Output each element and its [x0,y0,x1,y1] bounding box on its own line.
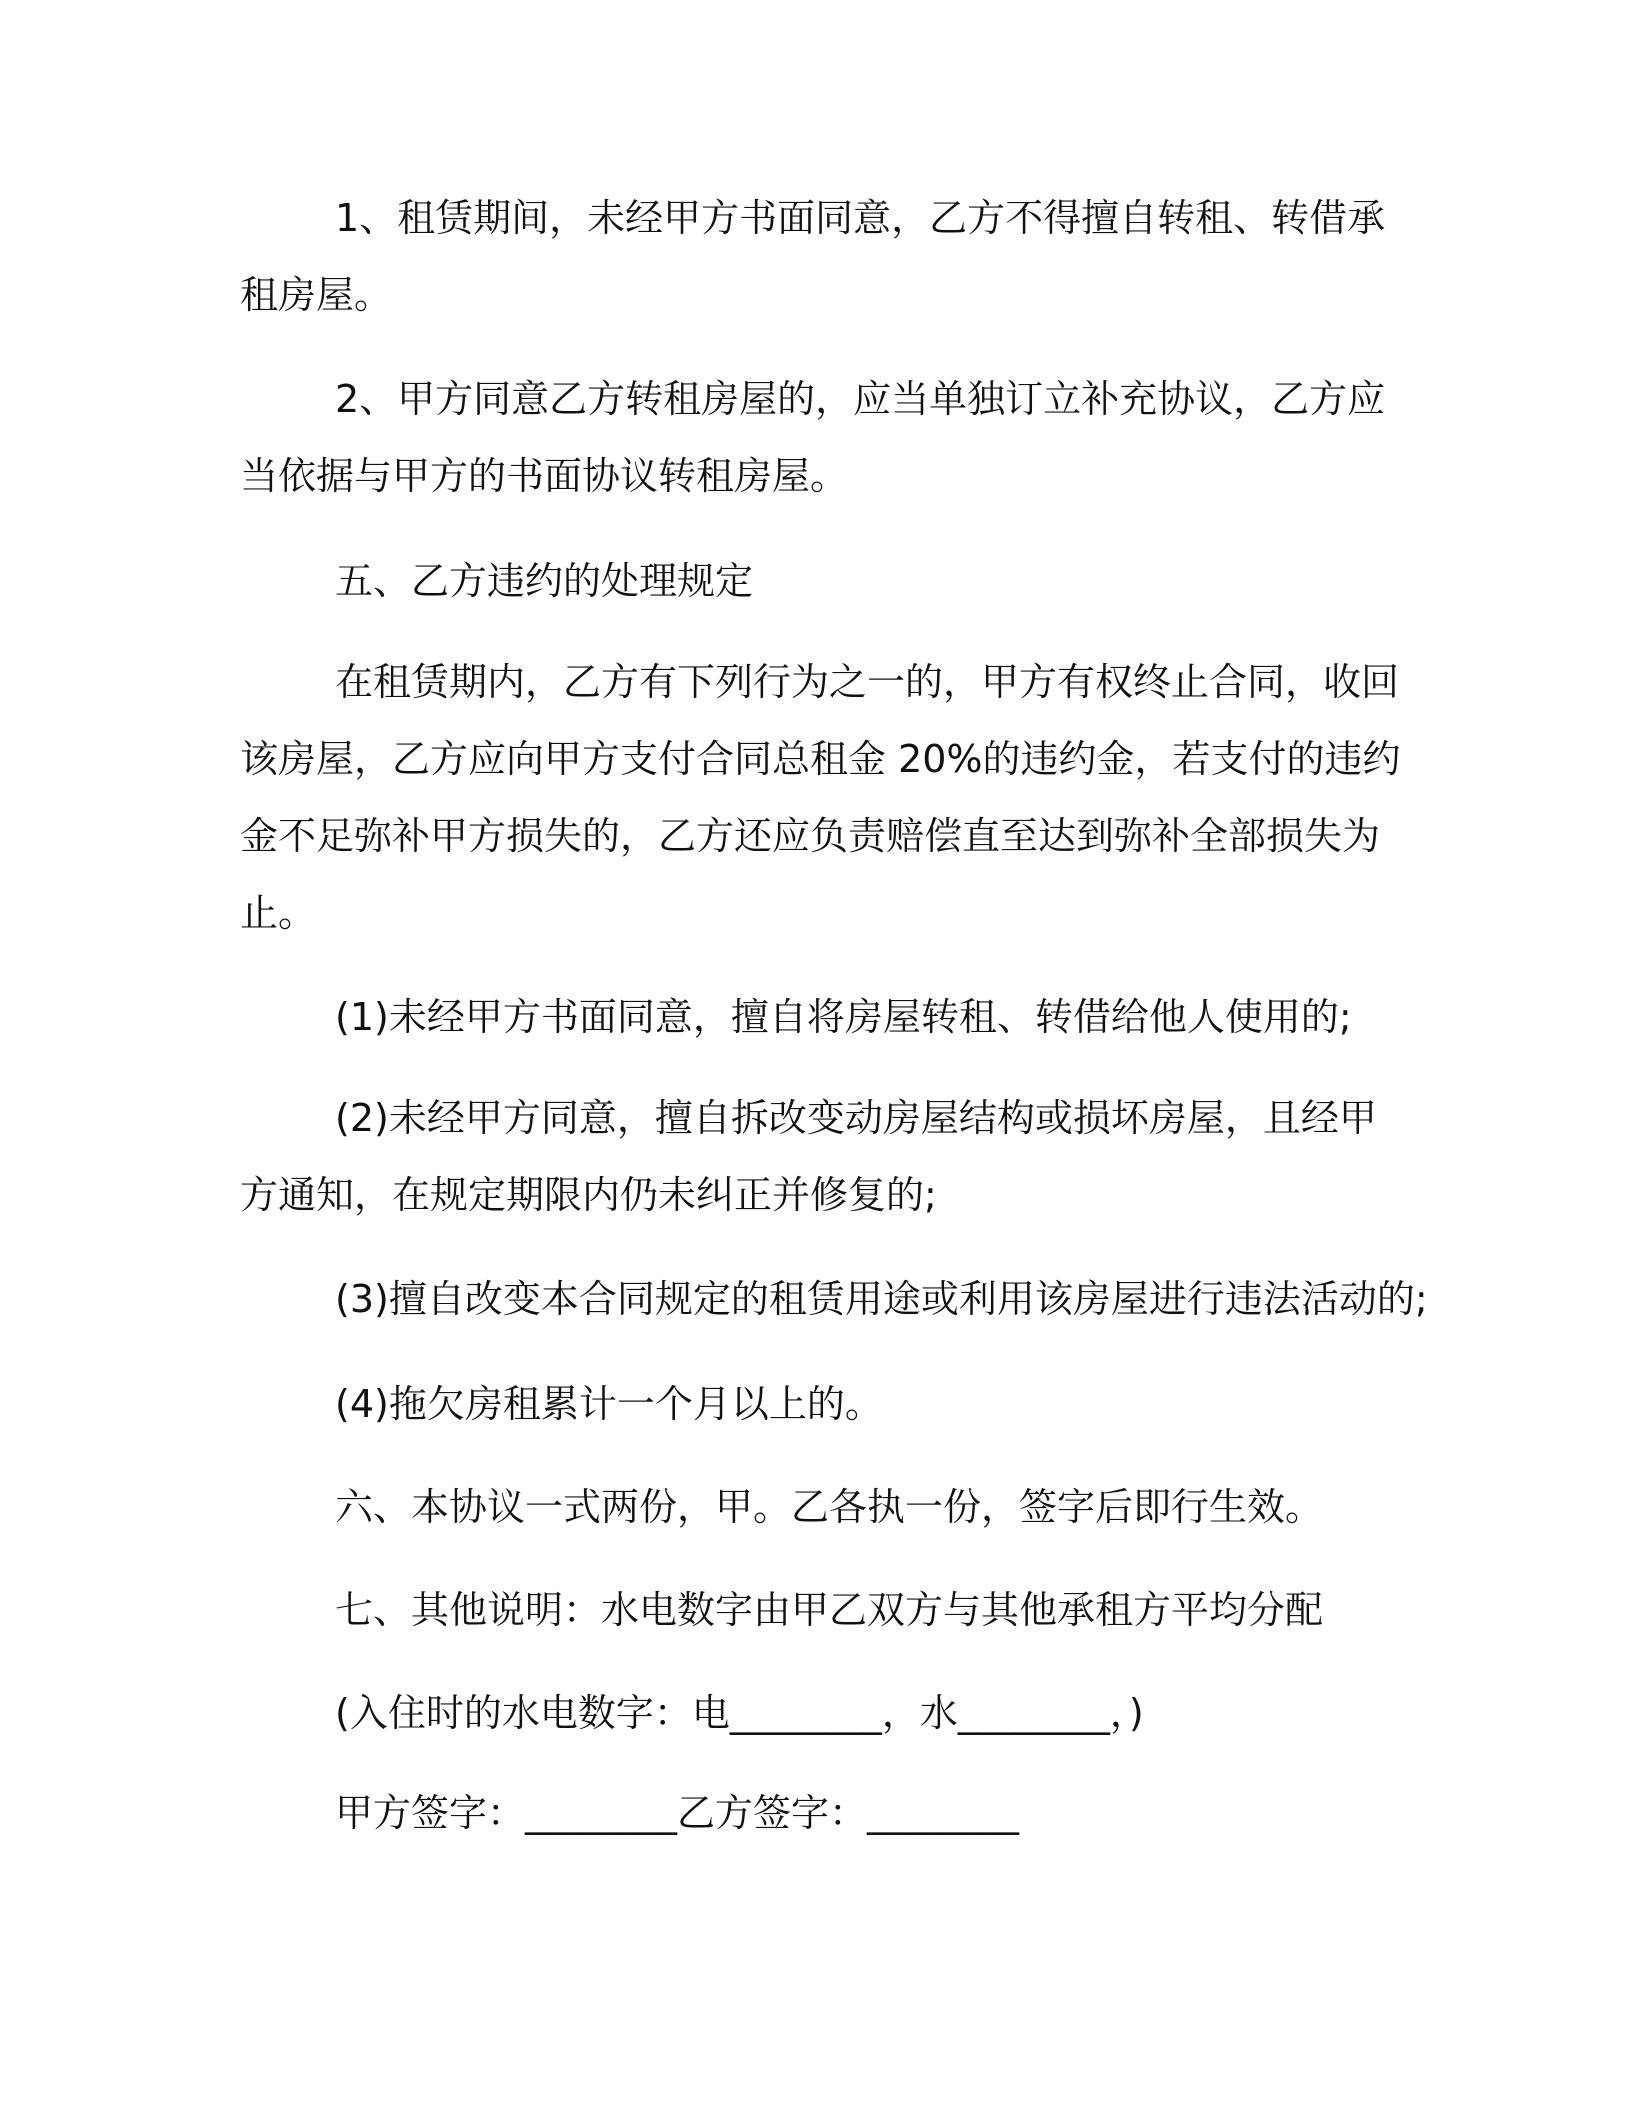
signature-fields: 甲方签字：________乙方签字：________ [335,1791,1020,1835]
section-5-heading: 五、乙方违约的处理规定 [335,559,754,603]
breach-item-3: (3)擅自改变本合同规定的租赁用途或利用该房屋进行违法活动的; [335,1277,1428,1321]
breach-item-1: (1)未经甲方书面同意，擅自将房屋转租、转借给他人使用的; [335,995,1352,1039]
clause-2: 2、甲方同意乙方转租房屋的，应当单独订立补充协议，乙方应当依据与甲方的书面协议转租房屋。 [240,377,1386,498]
clause-1: 1、租赁期间，未经甲方书面同意，乙方不得擅自转租、转借承租房屋。 [240,196,1386,317]
breach-item-4: (4)拖欠房租累计一个月以上的。 [335,1382,883,1426]
meter-readings-field: (入住时的水电数字：电________，水________，) [335,1691,1144,1735]
section-7: 七、其他说明：水电数字由甲乙双方与其他承租方平均分配 [335,1588,1324,1632]
section-6: 六、本协议一式两份，甲。乙各执一份，签字后即行生效。 [335,1485,1324,1529]
breach-item-2: (2)未经甲方同意，擅自拆改变动房屋结构或损坏房屋，且经甲方通知，在规定期限内仍未纠正并修复的; [240,1096,1377,1217]
section-5-intro: 在租赁期内，乙方有下列行为之一的，甲方有权终止合同，收回该房屋，乙方应向甲方支付合同总租金 20%的违约金，若支付的违约金不足弥补甲方损失的，乙方还应负责赔偿直至达到弥补全部损失为止。 [240,660,1401,935]
